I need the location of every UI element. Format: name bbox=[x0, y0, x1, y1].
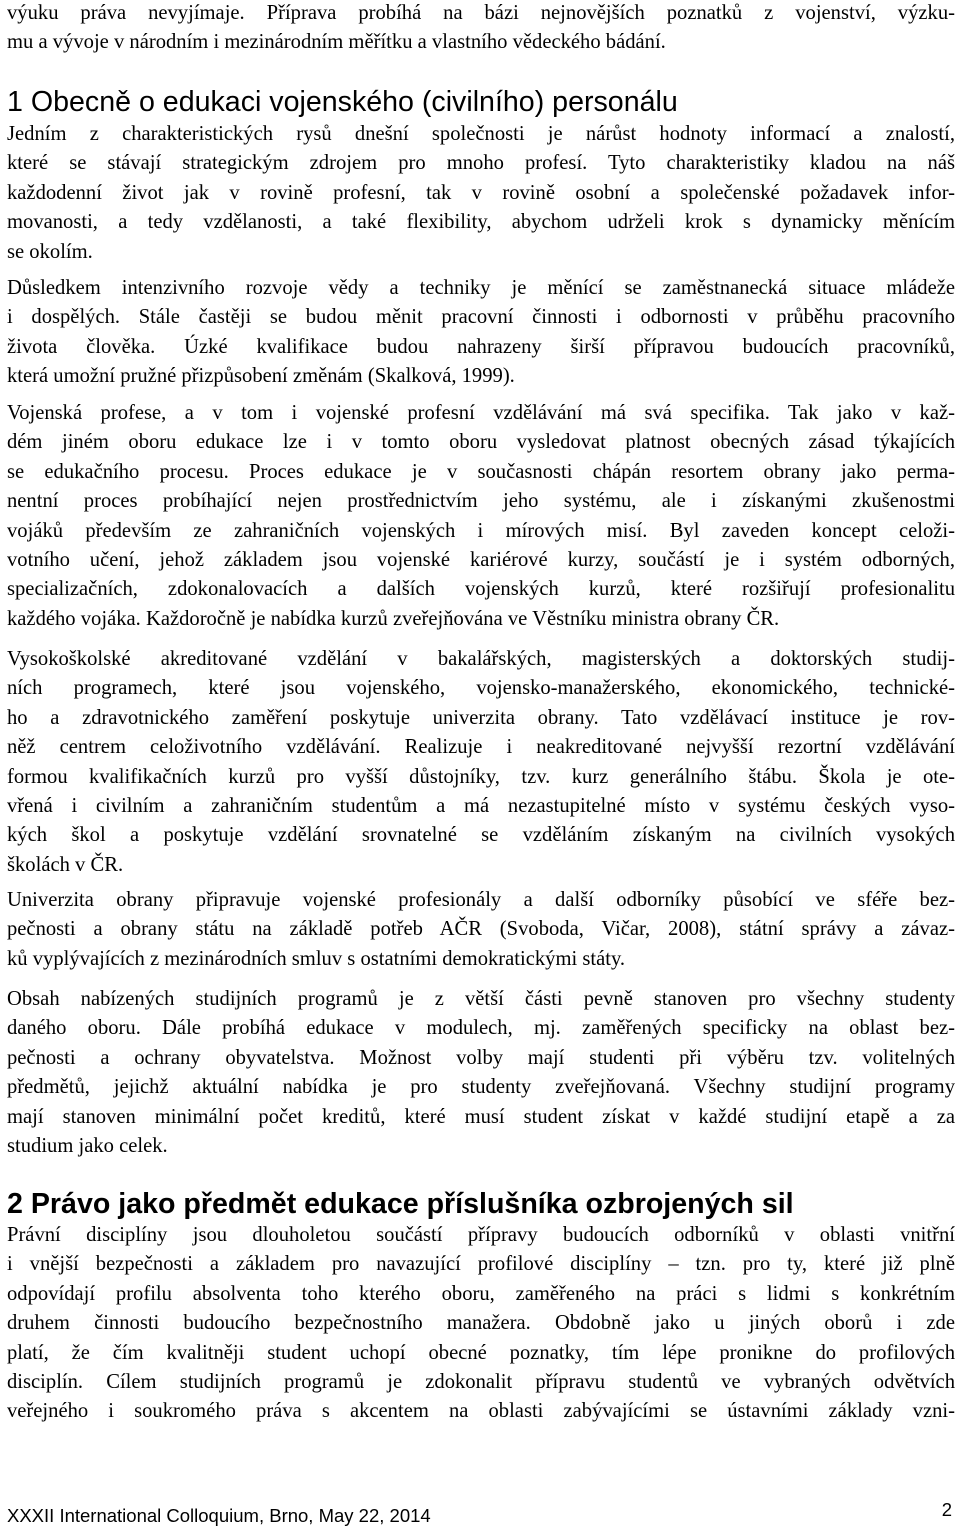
section-title: 1 Obecně o edukaci vojenského (civilního) personálu bbox=[7, 86, 678, 118]
text-line: Jedním z charakteristických rysů dnešní společnosti je nárůst hodnoty informací a znalostí, bbox=[7, 123, 955, 145]
text-line: ků vyplývajících z mezinárodních smluv s ostatními demokratickými státy. bbox=[7, 947, 626, 970]
text-line: pečnosti a ochrany obyvatelstva. Možnost volby mají studenti při výběru tzv. volitelných bbox=[7, 1046, 955, 1069]
text-line: i dospělých. Stále častěji se budou měnit pracovní činnosti i odbornosti v průběhu pracovního bbox=[7, 306, 955, 329]
text-line: něž centrem celoživotního vzdělávání. Realizuje i neakreditované nejvyšší rezortní vzdělávání bbox=[7, 736, 955, 759]
text-line: daného oboru. Dále probíhá edukace v modulech, mj. zaměřených specificky na oblast bez- bbox=[7, 1017, 955, 1040]
text-line: ho a zdravotnického zaměření poskytuje univerzita obrany. Tato vzdělávací instituce je rov- bbox=[7, 706, 955, 729]
text-line: Právní disciplíny jsou dlouholetou součástí přípravy budoucích odborníků v oblasti vnitřní bbox=[7, 1224, 955, 1246]
text-line: předmětů, jejichž aktuální nabídka je pro studenty zveřejňovaná. Všechny studijní programy bbox=[7, 1076, 955, 1099]
text-line: movanosti, a tedy vzdělanosti, a také flexibility, abychom udrželi krok s dynamicky měnícím bbox=[7, 211, 955, 234]
paragraph-science-development bbox=[7, 274, 955, 392]
text-line: Obsah nabízených studijních programů je z větší části pevně stanoven pro všechny studenty bbox=[7, 988, 955, 1010]
section-title: 2 Právo jako předmět edukace příslušníka ozbrojených sil bbox=[7, 1188, 794, 1220]
text-line: veřejného i soukromého práva s akcentem na oblasti zabývajícími se ústavními základy vzni- bbox=[7, 1400, 955, 1423]
text-line: každodenní život jak v rovině profesní, tak v rovině osobní a společenské požadavek infor- bbox=[7, 181, 955, 204]
paragraph-legal-disciplines bbox=[7, 1221, 955, 1427]
text-line: odpovídají profilu absolventa toho kterého oboru, zaměřeného na práci s lidmi s konkrétním bbox=[7, 1282, 955, 1305]
text-line: Univerzita obrany připravuje vojenské profesionály a další odborníky působící ve sféře bez- bbox=[7, 889, 955, 911]
page-footer bbox=[7, 1498, 955, 1526]
text-line: formou kvalifikačních kurzů pro vyšší důstojníky, tzv. kurz generálního štábu. Škola je ote- bbox=[7, 765, 955, 788]
conference-name: XXXII International Colloquium, Brno, May 22, 2014 bbox=[7, 1505, 431, 1526]
text-line: která umožní pružné přizpůsobení změnám (Skalková, 1999). bbox=[7, 365, 515, 388]
text-line: platí, že čím kvalitněji student uchopí obecné poznatky, tím lépe pronikne do profilových bbox=[7, 1341, 955, 1364]
text-line: studium jako celek. bbox=[7, 1134, 168, 1157]
paragraph-study-programmes bbox=[7, 985, 955, 1161]
text-line: pečnosti a obrany státu na základě potřeb AČR (Svoboda, Vičar, 2008), státní správy a závaz- bbox=[7, 918, 955, 941]
paragraph-military-profession bbox=[7, 399, 955, 634]
text-line: se edukačního procesu. Proces edukace je v současnosti chápán resortem obrany jako perma- bbox=[7, 460, 955, 483]
text-line: Důsledkem intenzivního rozvoje vědy a techniky je měnící se zaměstnanecká situace mládeže bbox=[7, 277, 955, 299]
page-number: 2 bbox=[941, 1499, 952, 1520]
text-line: Vojenská profese, a v tom i vojenské profesní vzdělávání má svá specifika. Tak jako v kaž- bbox=[7, 402, 955, 424]
text-line: výuku práva nevyjímaje. Příprava probíhá na bázi nejnovějších poznatků z vojenství, výzku- bbox=[7, 2, 955, 24]
text-line: mají stanoven minimální počet kreditů, které musí student získat v každé studijní etapě a za bbox=[7, 1105, 955, 1128]
text-line: školách v ČR. bbox=[7, 853, 124, 876]
text-line: i vnější bezpečnosti a základem pro navazující profilové disciplíny – tzn. pro ty, které již plně bbox=[7, 1253, 955, 1276]
text-line: mu a vývoje v národním i mezinárodním měřítku a vlastního vědeckého bádání. bbox=[7, 31, 666, 54]
paragraph-continuation bbox=[7, 0, 955, 58]
section-heading-1 bbox=[7, 84, 955, 120]
text-line: každého vojáka. Každoročně je nabídka kurzů zveřejňována ve Věstníku ministra obrany ČR. bbox=[7, 607, 780, 630]
text-line: disciplín. Cílem studijních programů je zdokonalit přípravu studentů ve vybraných odvětvích bbox=[7, 1370, 955, 1393]
section-heading-2 bbox=[7, 1186, 955, 1222]
text-line: ních programech, které jsou vojenského, vojensko-manažerského, ekonomického, technické- bbox=[7, 677, 955, 700]
paragraph-information-society bbox=[7, 120, 955, 267]
text-line: votního učení, jehož základem jsou vojenské kariérové kurzy, součástí je i systém odborných, bbox=[7, 548, 955, 571]
text-line: druhem činnosti budoucího bezpečnostního manažera. Obdobně jako u jiných oborů i zde bbox=[7, 1312, 955, 1335]
text-line: života člověka. Úzké kvalifikace budou nahrazeny širší přípravou budoucích pracovníků, bbox=[7, 335, 955, 358]
text-line: nentní proces probíhající nejen prostřednictvím jeho systému, ale i získanými zkušenostmi bbox=[7, 490, 955, 513]
paragraph-university-education bbox=[7, 645, 955, 880]
text-line: vřená i civilním a zahraničním studentům a má nezastupitelné místo v systému českých vyso- bbox=[7, 794, 955, 817]
paragraph-university-defence bbox=[7, 886, 955, 974]
text-line: které se stávají strategickým zdrojem pro mnoho profesí. Tyto charakteristiky kladou na náš bbox=[7, 152, 955, 175]
text-line: se okolím. bbox=[7, 240, 93, 263]
text-line: specializačních, zdokonalovacích a dalších vojenských kurzů, které rozšiřují profesionalitu bbox=[7, 578, 955, 601]
text-line: vojáků především ze zahraničních vojenských i mírových misí. Byl zaveden koncept celoži- bbox=[7, 519, 955, 542]
text-line: dém jiném oboru edukace lze i v tomto oboru vysledovat platnost obecných zásad týkajících bbox=[7, 431, 955, 454]
text-line: Vysokoškolské akreditované vzdělání v bakalářských, magisterských a doktorských studij- bbox=[7, 648, 955, 670]
text-line: kých škol a poskytuje vzdělání srovnatelné se vzděláním získaným na civilních vysokých bbox=[7, 824, 955, 847]
